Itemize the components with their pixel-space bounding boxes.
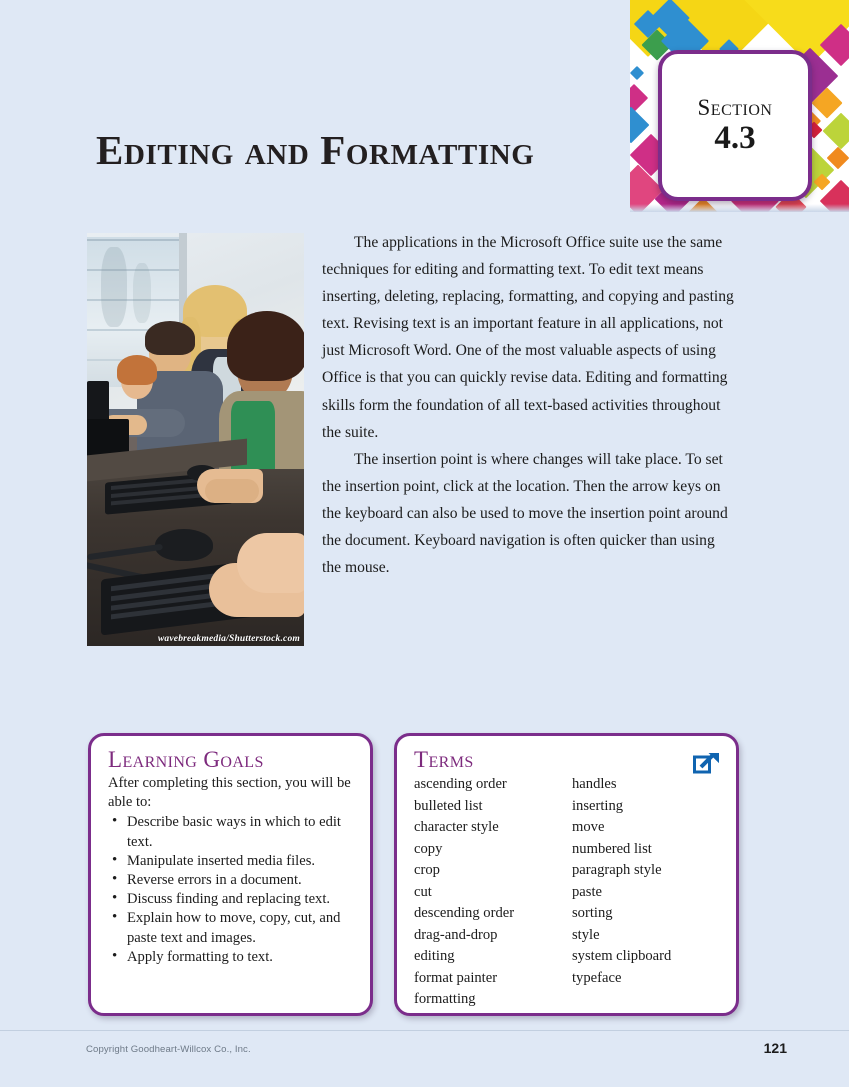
list-item: typeface <box>572 969 622 986</box>
list-item: sorting <box>572 905 613 921</box>
photo-credit: wavebreakmedia/Shutterstock.com <box>157 634 300 644</box>
paragraph-1: The applications in the Microsoft Office suite use the same techniques for editing and formatting text. To edit text means inserting, deleting, replacing, formatting, and copying and pasting text. Revising text is an important feature in all applications, not just Microsoft Word. One of the most valuable aspects of using Office is that you can quickly revise data. Editing and formatting skills form the foundation of all text-based activities throughout the suite. <box>322 234 734 441</box>
list-item: cut <box>414 883 432 900</box>
paragraph-2: The insertion point is where changes will take place. To set the insertion point, click at the location. Then the arrow keys on the keyboard can also be used to move the insertion point around the document. Keyboard navigation is often quicker than using the mouse. <box>322 450 728 577</box>
learning-goals-box <box>88 733 373 1016</box>
external-link-icon[interactable] <box>693 750 721 774</box>
list-item: • Explain how to move, copy, cut, and paste text and images. <box>111 909 362 947</box>
badge-bottom-fade <box>630 204 849 212</box>
list-item: format painter <box>414 969 498 986</box>
terms-column-2 <box>572 774 671 1011</box>
learning-goals-intro: After completing this section, you will be able to: <box>108 775 351 811</box>
learning-goals-list <box>111 813 362 967</box>
section-badge-block <box>630 0 849 212</box>
list-item: paste <box>572 883 602 900</box>
list-item: handles <box>572 776 617 792</box>
page-title: Editing and Formatting <box>96 127 535 174</box>
list-item: • Discuss finding and replacing text. <box>111 890 362 909</box>
terms-box <box>394 733 739 1016</box>
learning-goals-heading: Learning Goals <box>108 747 264 772</box>
body-text-column <box>322 229 734 581</box>
section-badge-card <box>658 50 812 201</box>
section-photo <box>87 233 304 646</box>
list-item: bulleted list <box>414 797 483 814</box>
list-item: formatting <box>414 991 476 1007</box>
terms-column-1 <box>414 774 572 1011</box>
terms-columns <box>414 774 736 1011</box>
copyright-notice: Copyright Goodheart-Willcox Co., Inc. <box>86 1044 251 1055</box>
list-item: editing <box>414 948 455 964</box>
list-item: numbered list <box>572 840 652 857</box>
photo-artwork <box>87 233 304 646</box>
list-item: drag-and-drop <box>414 926 498 943</box>
list-item: • Apply formatting to text. <box>111 948 362 967</box>
list-item: ascending order <box>414 776 507 792</box>
list-item: copy <box>414 840 443 857</box>
list-item: • Reverse errors in a document. <box>111 871 362 890</box>
terms-heading: Terms <box>414 747 474 772</box>
footer-divider <box>0 1030 849 1031</box>
section-label: Section <box>697 94 773 120</box>
list-item: descending order <box>414 905 515 921</box>
page-number: 121 <box>763 1040 787 1056</box>
list-item: crop <box>414 862 440 878</box>
list-item: inserting <box>572 797 624 814</box>
section-number: 4.3 <box>714 119 756 156</box>
list-item: move <box>572 819 605 835</box>
list-item: style <box>572 926 600 943</box>
list-item: system clipboard <box>572 948 672 964</box>
list-item: character style <box>414 819 499 835</box>
list-item: • Describe basic ways in which to edit text. <box>111 813 362 851</box>
list-item: • Manipulate inserted media files. <box>111 852 362 871</box>
list-item: paragraph style <box>572 862 662 878</box>
